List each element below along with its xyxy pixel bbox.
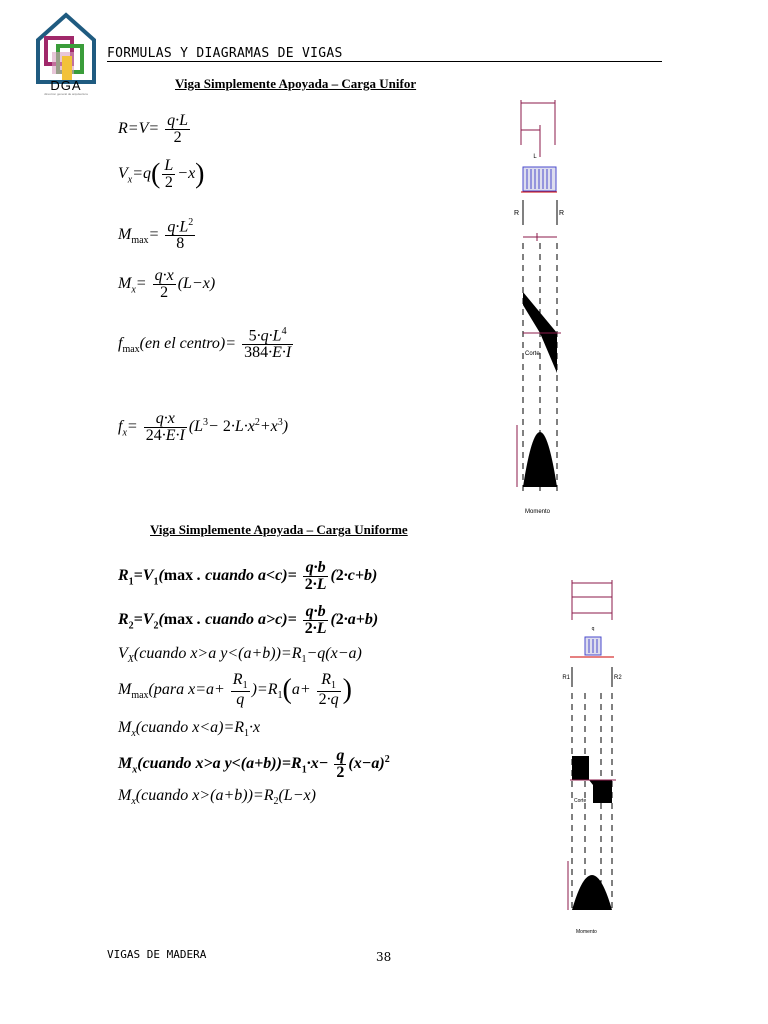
formula-mx-a: $M_x(cuando$ $x<a)=R_1\cdot x$ [118,719,261,740]
formula-mx-b: $M_x(cuando$ $x>(a+b))=R_2(L-x)$ [118,787,316,808]
formula-mx-ab: $M_x(cuando$ x>a $y<(a+b))=R_1\cdot x-$ $\frac{q}{2}$ $(x-a)^2$ [118,747,390,781]
moment-label: Momento [525,509,551,515]
formula-r2: $R_2=V_2(\max$ . cuando a>c)= $\frac{q\cdot b}{2\cdot L}$ (2·a+b) [118,603,379,637]
page-header-title: FORMULAS Y DIAGRAMAS DE VIGAS [107,46,343,61]
reaction-right-label: R [559,210,565,217]
beam-diagram-2 [560,575,630,940]
shear-diagram-negative [589,780,612,803]
page-number: 38 [376,950,392,964]
shear-diagram-positive [572,756,589,780]
section-1-title: Viga Simplemente Apoyada – Carga Unifor [175,76,417,91]
footer-left: VIGAS DE MADERA [107,948,207,961]
moment-label: Momento [576,929,597,935]
shear-label: Corte [525,351,540,357]
reaction-left-label: R1 [562,675,570,681]
moment-diagram [572,875,612,910]
formula-deflection-max: $f_{max}(en$ el centro)= $\frac{5\cdot q\cdot L^4}{384\cdot E\cdot I}$ [118,326,292,362]
formula-deflection-x: $f_x=$ $\frac{q\cdot x}{24\cdot E\cdot I}$ $(L^3- 2\cdot L\cdot x^2+x^3)$ [118,410,289,444]
beam-diagram-1 [495,95,580,520]
load-label: L [533,154,537,160]
formula-moment-max: $M_{max}=$ $\frac{q\cdot L^2}{8}$ [118,217,194,253]
reaction-left-label: R [513,210,519,217]
load-label: q [591,626,595,632]
section-2-title: Viga Simplemente Apoyada – Carga Uniforme [150,522,408,537]
formula-mmax-2: $M_{max}(para$ x=a+ $\frac{R_1}{q}$ )$=R_1(a+$ $\frac{R_1}{2\cdot q}$ ) [118,671,352,709]
formula-vx: $V_X(cuando$ x>a $y<(a+b))=R_1-q(x-a)$ [118,645,362,666]
logo-subtitle: direccion general de arquitectura [44,92,88,96]
shear-label: Corte [574,798,587,804]
reaction-right-label: R2 [614,675,622,681]
uniform-load [523,167,556,191]
header-rule [107,61,662,62]
dimension-lines [521,100,555,157]
formula-r1: $R_1=V_1(\max$ . cuando a<c)= $\frac{q\cdot b}{2\cdot L}$ (2·c+b) [118,559,378,593]
moment-diagram [523,432,557,487]
formula-shear-x: $V_x=q$( $\frac{L}{2}$ −x) [118,157,205,191]
formula-moment-x: $M_x=$ $\frac{q\cdot x}{2}$ (L−x) [118,267,216,301]
formula-reactions: R=V= $\frac{q\cdot L}{2}$ [118,112,189,146]
logo-text: DGA [50,78,82,93]
